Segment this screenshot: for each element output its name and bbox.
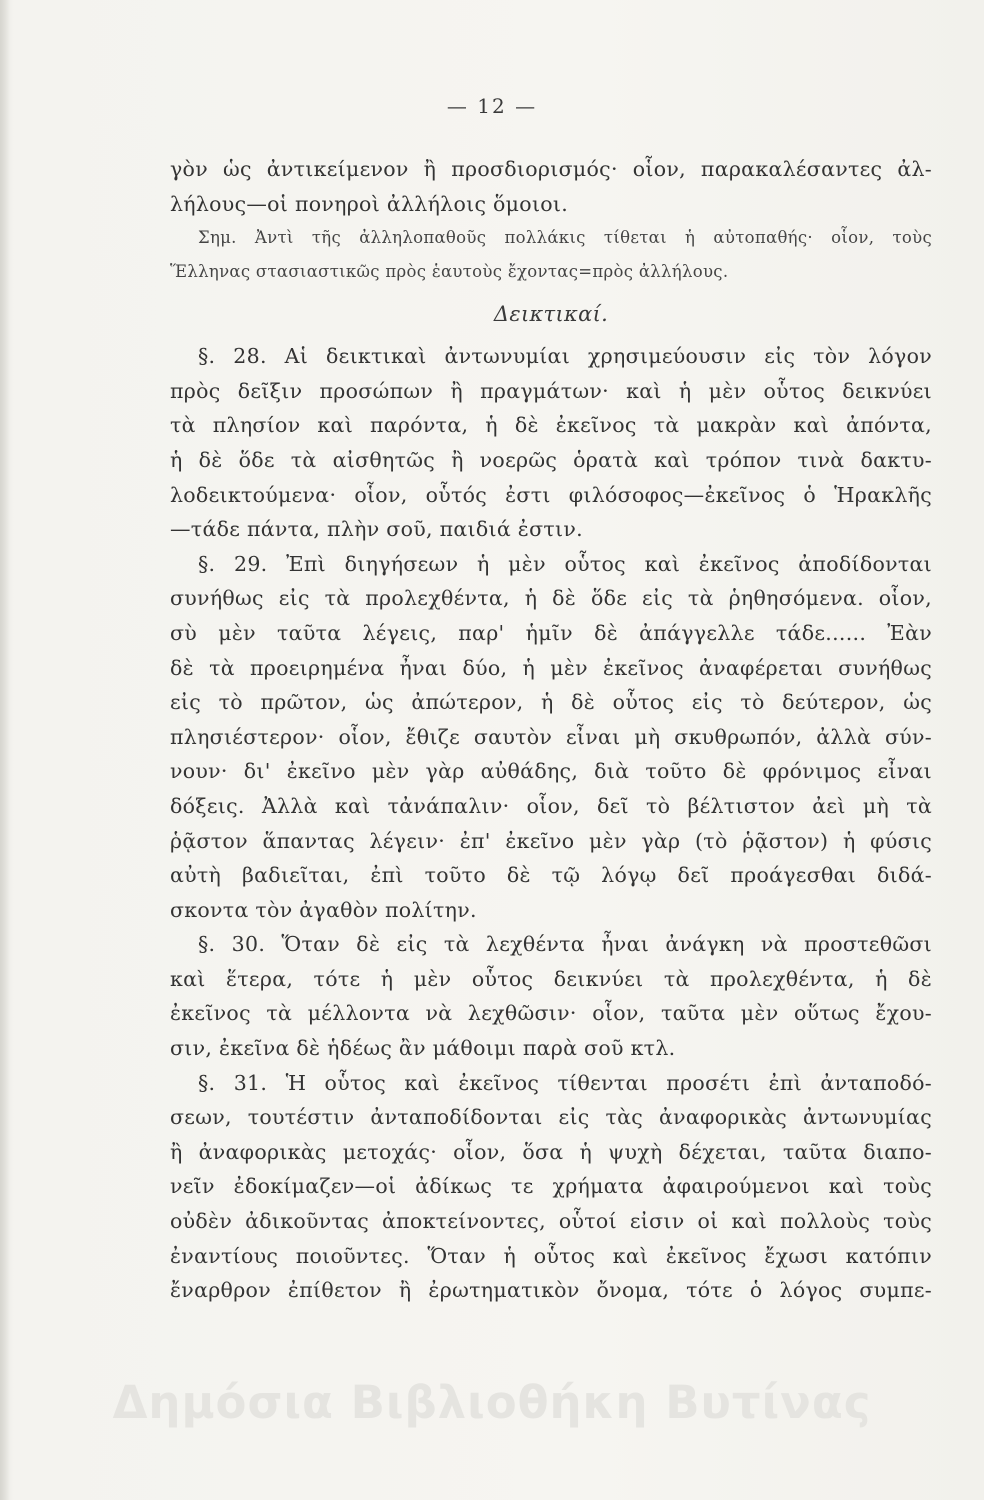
text-line: §. 30. Ὅταν δὲ εἰς τὰ λεχθέντα ἦναι ἀνάγκη νὰ προστεθῶσι — [198, 932, 932, 957]
section-heading: Δεικτικαί. — [493, 302, 609, 327]
text-line: νεῖν ἐδοκίμαζεν—οἱ ἀδίκως τε χρήματα ἀφαιρούμενοι καὶ τοὺς — [170, 1174, 932, 1199]
text-line: λήλους—οἱ πονηροὶ ἀλλήλοις ὅμοιοι. — [170, 191, 569, 216]
text-line: νουν· δι' ἐκεῖνο μὲν γὰρ αὐθάδης, διὰ τοῦτο δὲ φρόνιμος εἶναι — [170, 759, 932, 784]
text-line: §. 28. Αἱ δεικτικαὶ ἀντωνυμίαι χρησιμεύουσιν εἰς τὸν λόγον — [198, 344, 932, 369]
text-line: δόξεις. Ἀλλὰ καὶ τἀνάπαλιν· οἷον, δεῖ τὸ βέλτιστον ἀεὶ μὴ τὰ — [170, 793, 932, 818]
text-line: πλησιέστερον· οἷον, ἔθιζε σαυτὸν εἶναι μὴ σκυθρωπόν, ἀλλὰ σύν- — [170, 724, 932, 749]
paragraph-top — [170, 152, 932, 221]
text-line: §. 29. Ἐπὶ διηγήσεων ἡ μὲν οὗτος καὶ ἐκεῖνος ἀποδίδονται — [198, 551, 932, 576]
text-line: ἐκεῖνος τὰ μέλλοντα νὰ λεχθῶσιν· οἷον, ταῦτα μὲν οὕτως ἔχου- — [170, 1001, 932, 1026]
text-line: ἔναρθρον ἐπίθετον ἢ ἐρωτηματικὸν ὄνομα, τότε ὁ λόγος συμπε- — [170, 1278, 932, 1303]
text-line: σκοντα τὸν ἀγαθὸν πολίτην. — [170, 897, 477, 922]
text-line: ἐναντίους ποιοῦντες. Ὅταν ἡ οὗτος καὶ ἐκεῖνος ἔχωσι κατόπιν — [170, 1243, 932, 1268]
text-line: §. 31. Ἡ οὗτος καὶ ἐκεῖνος τίθενται προσέτι ἐπὶ ἀνταποδό- — [198, 1070, 932, 1095]
text-line: αὐτὴ βαδιεῖται, ἐπὶ τοῦτο δὲ τῷ λόγῳ δεῖ προάγεσθαι διδά- — [170, 863, 932, 888]
text-line: ἢ ἀναφορικὰς μετοχάς· οἷον, ὅσα ἡ ψυχὴ δέχεται, ταῦτα διαπο- — [170, 1139, 932, 1164]
body-text — [170, 339, 932, 1308]
page-number: — 12 — — [446, 94, 538, 118]
text-line: εἰς τὸ πρῶτον, ὡς ἀπώτερον, ἡ δὲ οὗτος εἰς τὸ δεύτερον, ὡς — [170, 690, 932, 715]
text-line: σεων, τουτέστιν ἀνταποδίδονται εἰς τὰς ἀναφορικὰς ἀντωνυμίας — [170, 1105, 932, 1130]
text-line: λοδεικτούμενα· οἷον, οὗτός ἐστι φιλόσοφος—ἐκεῖνος ὁ Ἡρακλῆς — [170, 482, 932, 507]
text-line: γὸν ὡς ἀντικείμενον ἢ προσδιορισμός· οἷον, παρακαλέσαντες ἀλ- — [170, 157, 932, 181]
text-line: οὐδὲν ἀδικοῦντας ἀποκτείνοντες, οὗτοί εἰσιν οἱ καὶ πολλοὺς τοὺς — [170, 1209, 932, 1234]
text-line: δὲ τὰ προειρημένα ἦναι δύο, ἡ μὲν ἐκεῖνος ἀναφέρεται συνήθως — [170, 655, 932, 680]
text-line: ῥᾷστον ἅπαντας λέγειν· ἐπ' ἐκεῖνο μὲν γὰρ (τὸ ῥᾷστον) ἡ φύσις — [170, 828, 932, 853]
text-line: σὺ μὲν ταῦτα λέγεις, παρ' ἡμῖν δὲ ἀπάγγελλε τάδε...... Ἐὰν — [170, 620, 932, 645]
note-line: Ἕλληνας στασιαστικῶς πρὸς ἑαυτοὺς ἔχοντας=πρὸς ἀλλήλους. — [170, 262, 729, 282]
footnote-remark — [170, 221, 932, 289]
text-line: τὰ πλησίον καὶ παρόντα, ἡ δὲ ἐκεῖνος τὰ μακρὰν καὶ ἀπόντα, — [170, 413, 932, 438]
text-line: —τάδε πάντα, πλὴν σοῦ, παιδιά ἐστιν. — [170, 517, 583, 542]
text-line: σιν, ἐκεῖνα δὲ ἡδέως ἂν μάθοιμι παρὰ σοῦ κτλ. — [170, 1036, 676, 1061]
page-text — [170, 152, 932, 1308]
scan-edge-shadow — [0, 0, 10, 1500]
note-line: Σημ. Ἀντὶ τῆς ἀλληλοπαθοῦς πολλάκις τίθεται ἡ αὐτοπαθής· οἷον, τοὺς — [198, 228, 932, 248]
text-line: συνήθως εἰς τὰ προλεχθέντα, ἡ δὲ ὅδε εἰς τὰ ῥηθησόμενα. οἷον, — [170, 586, 932, 611]
library-watermark: Δημόσια Βιβλιοθήκη Βυτίνας — [112, 1376, 872, 1429]
text-line: πρὸς δεῖξιν προσώπων ἢ πραγμάτων· καὶ ἡ μὲν οὗτος δεικνύει — [170, 378, 932, 403]
text-line: καὶ ἕτερα, τότε ἡ μὲν οὗτος δεικνύει τὰ προλεχθέντα, ἡ δὲ — [170, 966, 932, 991]
text-line: ἡ δὲ ὅδε τὰ αἰσθητῶς ἢ νοερῶς ὁρατὰ καὶ τρόπον τινὰ δακτυ- — [170, 447, 932, 472]
